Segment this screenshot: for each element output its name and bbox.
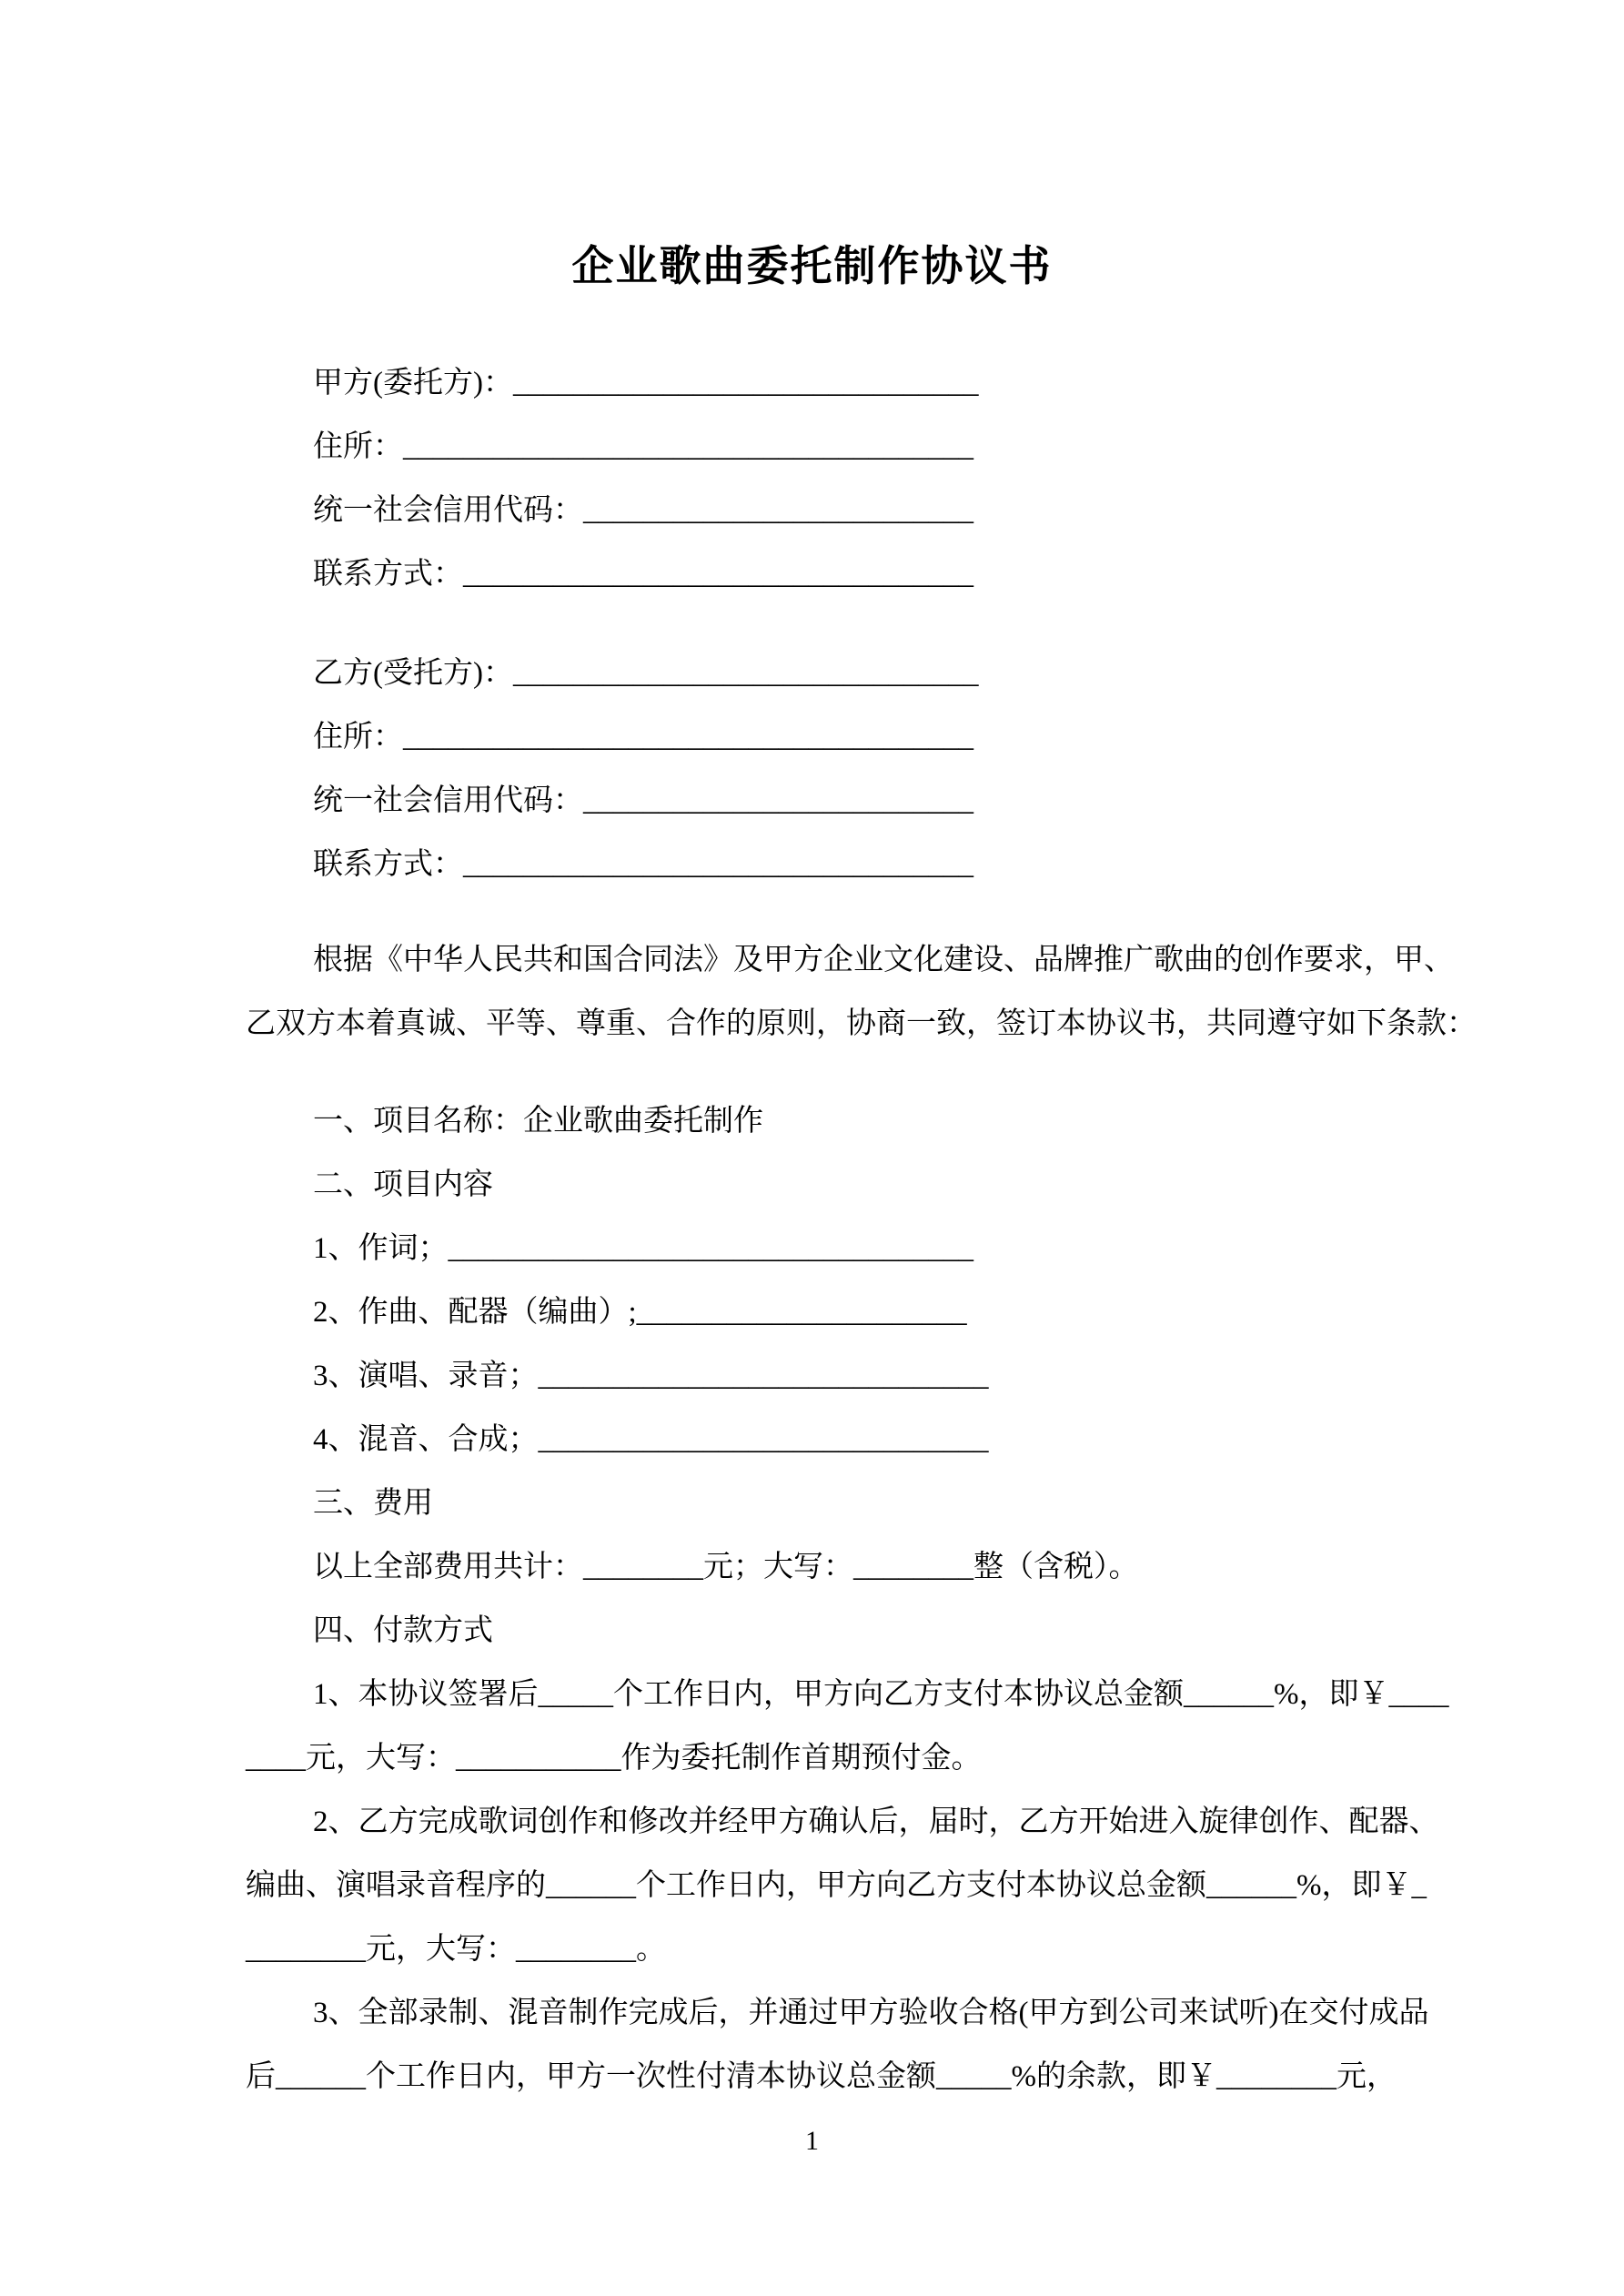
clause-section-4-title: 四、付款方式 [313, 1614, 493, 1647]
clause-item-composition: 2、作曲、配器（编曲）;______________________ [313, 1296, 967, 1329]
party-b-credit-code-row [246, 769, 1410, 833]
clause-item-vocal-recording: 3、演唱、录音；______________________________ [313, 1360, 989, 1392]
party-a-address-blank-field: ______________________________________ [403, 430, 973, 463]
clause-payment-3-line-1: 3、全部录制、混音制作完成后，并通过甲方验收合格(甲方到公司来试听)在交付成品 [313, 1997, 1429, 2029]
clause-payment-2-line-2: 编曲、演唱录音程序的______个工作日内，甲方向乙方支付本协议总金额______%，即￥_ [246, 1869, 1427, 1902]
preamble-line-1: 根据《中华人民共和国合同法》及甲方企业文化建设、品牌推广歌曲的创作要求，甲、 [313, 944, 1454, 976]
party-a-contact-blank-field: __________________________________ [463, 558, 973, 591]
party-b-address-row [246, 705, 1410, 769]
page-number: 1 [805, 2126, 819, 2156]
party-a-name-blank-field: _______________________________ [512, 367, 979, 400]
clause-payment-3-line-2: 后______个工作日内，甲方一次性付清本协议总金额_____%的余款，即￥________元， [246, 2060, 1397, 2093]
party-a-credit-code-row [246, 479, 1410, 542]
clause-total-fee-line: 以上全部费用共计：________元；大写：________整（含税）。 [313, 1551, 1139, 1583]
clauses-section [246, 1089, 1449, 2109]
clause-section-3-title: 三、费用 [313, 1487, 433, 1520]
clause-section-2-title: 二、项目内容 [313, 1168, 493, 1201]
party-b-address-label: 住所： [313, 721, 403, 754]
party-a-address-row [246, 415, 1410, 479]
clause-payment-1-line-1: 1、本协议签署后_____个工作日内，甲方向乙方支付本协议总金额______%，即￥____ [313, 1678, 1449, 1711]
party-a-credit-code-blank-field: __________________________ [583, 494, 973, 527]
party-b-contact-row [246, 833, 1410, 896]
party-b-contact-label: 联系方式： [313, 848, 463, 881]
party-a-section [246, 351, 1410, 606]
preamble-line-2: 乙双方本着真诚、平等、尊重、合作的原则，协商一致，签订本协议书，共同遵守如下条款： [246, 1007, 1477, 1040]
party-a-name-label: 甲方(委托方)： [313, 367, 513, 400]
party-b-credit-code-label: 统一社会信用代码： [313, 784, 583, 817]
party-a-address-label: 住所： [313, 430, 403, 463]
party-a-contact-row [246, 542, 1410, 606]
clause-item-lyrics: 1、作词；___________________________________ [313, 1232, 973, 1265]
party-b-section [246, 642, 1410, 896]
party-a-name-row [246, 351, 1410, 415]
clause-section-1-title: 一、项目名称：企业歌曲委托制作 [313, 1105, 763, 1138]
party-a-contact-label: 联系方式： [313, 558, 463, 591]
document-title: 企业歌曲委托制作协议书 [571, 243, 1053, 289]
clause-payment-2-line-1: 2、乙方完成歌词创作和修改并经甲方确认后，届时，乙方开始进入旋律创作、配器、 [313, 1805, 1439, 1838]
party-b-name-row [246, 642, 1410, 705]
party-b-address-blank-field: ______________________________________ [403, 721, 973, 754]
clause-payment-2-line-3: ________元，大写：________。 [246, 1933, 666, 1966]
party-b-name-label: 乙方(受托方)： [313, 657, 513, 690]
party-b-contact-blank-field: __________________________________ [463, 848, 973, 881]
party-b-name-blank-field: _______________________________ [512, 657, 979, 690]
party-b-credit-code-blank-field: __________________________ [583, 784, 973, 817]
clause-item-mixing: 4、混音、合成；______________________________ [313, 1423, 989, 1456]
party-a-credit-code-label: 统一社会信用代码： [313, 494, 583, 527]
preamble-paragraph [246, 928, 1477, 1056]
clause-payment-1-line-2: ____元，大写：___________作为委托制作首期预付金。 [246, 1742, 982, 1775]
